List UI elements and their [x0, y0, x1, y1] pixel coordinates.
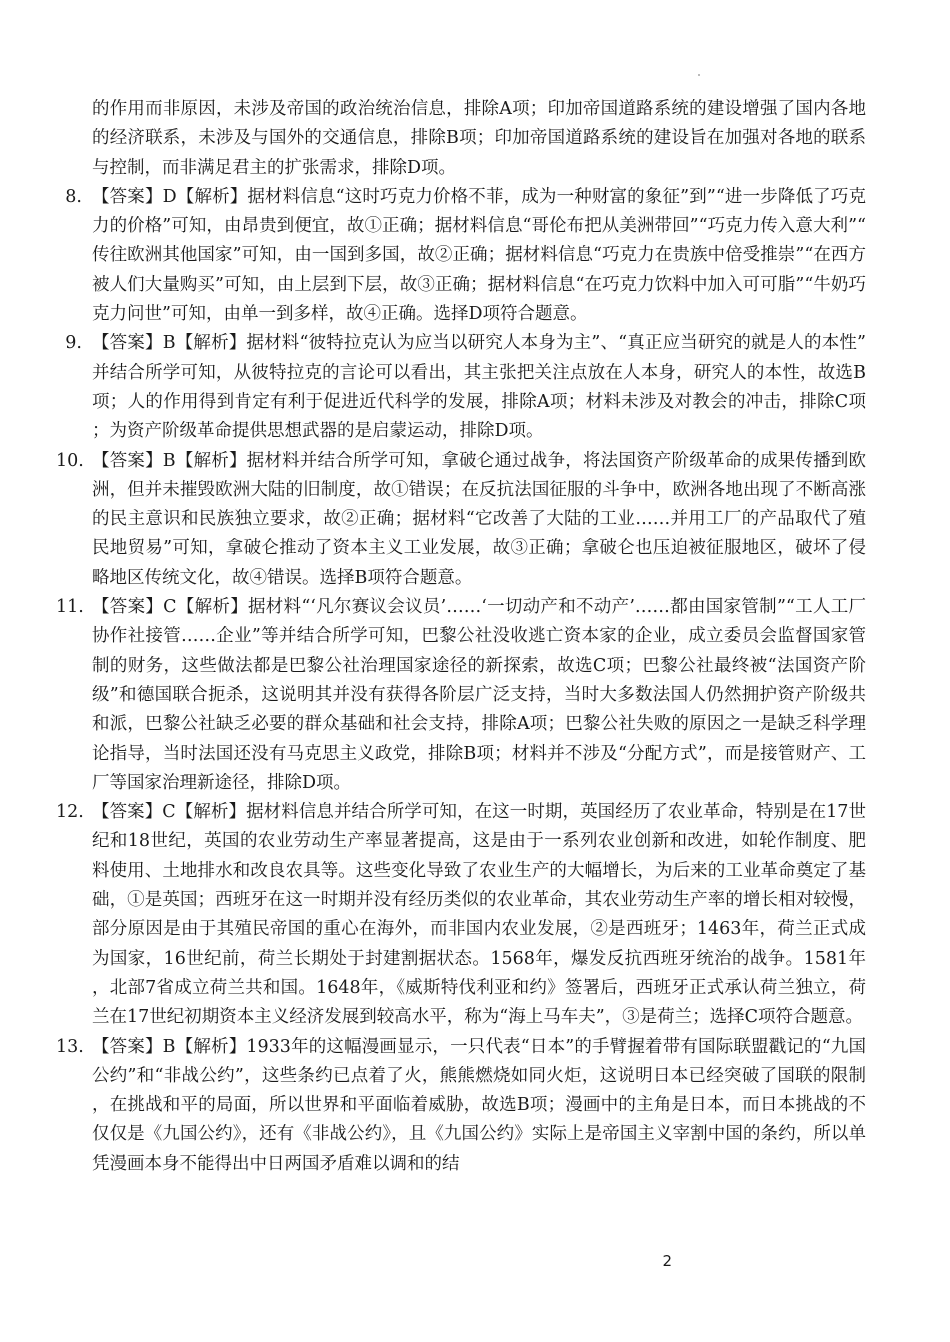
answer-item-12	[56, 798, 866, 1032]
item-text: 【答案】D【解析】据材料信息“这时巧克力价格不菲，成为一种财富的象征”到”“进一步降低了巧克力的价格”可知，由昂贵到便宜，故①正确；据材料信息“哥伦布把从美洲带回”“巧克力传入意大利”“传往欧洲其他国家”可知，由一国到多国，故②正确；据材料信息“巧克力在贵族中倍受推崇”“在西方被人们大量购买”可知，由上层到下层，故③正确；据材料信息“在巧克力饮料中加入可可脂”“牛奶巧克力问世”可知，由单一到多样，故④正确。选择D项符合题意。	[92, 186, 866, 325]
item-number: 8.	[65, 186, 82, 207]
page-number: 2	[662, 1252, 672, 1270]
item-text: 【答案】B【解析】据材料“彼特拉克认为应当以研究人本身为主”、“真正应当研究的就是人的本性”并结合所学可知，从彼特拉克的言论可以看出，其主张把关注点放在人本身，研究人的本性，故选B项；人的作用得到肯定有利于促进近代科学的发展，排除A项；材料未涉及对教会的冲击，排除C项；为资产阶级革命提供思想武器的是启蒙运动，排除D项。	[92, 333, 866, 442]
answer-item-8	[56, 183, 866, 329]
continued-paragraph: 的作用而非原因，未涉及帝国的政治统治信息，排除A项；印加帝国道路系统的建设增强了国内各地的经济联系，未涉及与国外的交通信息，排除B项；印加帝国道路系统的建设旨在加强对各地的联系与控制，而非满足君主的扩张需求，排除D项。	[92, 99, 866, 178]
item-number: 10.	[56, 450, 84, 471]
answer-item-10	[56, 447, 866, 593]
item-number: 13.	[56, 1036, 84, 1057]
item-number: 9.	[65, 333, 82, 354]
item-number: 12.	[56, 802, 84, 823]
item-number: 11.	[56, 597, 84, 618]
scan-speck	[698, 74, 700, 76]
answer-explanations	[56, 95, 866, 1179]
item-text: 【答案】B【解析】据材料并结合所学可知，拿破仑通过战争，将法国资产阶级革命的成果传播到欧洲，但并未摧毁欧洲大陆的旧制度，故①错误；在反抗法国征服的斗争中，欧洲各地出现了不断高涨的民主意识和民族独立要求，故②正确；据材料“它改善了大陆的工业……并用工厂的产品取代了殖民地贸易”可知，拿破仑推动了资本主义工业发展，故③正确；拿破仑也压迫被征服地区，破坏了侵略地区传统文化，故④错误。选择B项符合题意。	[92, 450, 866, 588]
answer-item-13	[56, 1033, 866, 1179]
answer-item-11	[56, 593, 866, 798]
answer-item-9	[56, 329, 866, 446]
item-text: 【答案】B【解析】1933年的这幅漫画显示，一只代表“日本”的手臂握着带有国际联盟戳记的“九国公约”和“非战公约”，这些条约已点着了火，熊熊燃烧如同火炬，这说明日本已经突破了国联的限制，在挑战和平的局面，所以世界和平面临着威胁，故选B项；漫画中的主角是日本，而日本挑战的不仅仅是《九国公约》，还有《非战公约》，且《九国公约》实际上是帝国主义宰割中国的条约，所以单凭漫画本身不能得出中日两国矛盾难以调和的结	[92, 1036, 866, 1174]
item-text: 【答案】C【解析】据材料信息并结合所学可知，在这一时期，英国经历了农业革命，特别是在17世纪和18世纪，英国的农业劳动生产率显著提高，这是由于一系列农业创新和改进，如轮作制度、肥料使用、土地排水和改良农具等。这些变化导致了农业生产的大幅增长，为后来的工业革命奠定了基础，①是英国；西班牙在这一时期并没有经历类似的农业革命，其农业劳动生产率的增长相对较慢，部分原因是由于其殖民帝国的重心在海外，而非国内农业发展，②是西班牙；1463年，荷兰正式成为国家，16世纪前，荷兰长期处于封建割据状态。1568年，爆发反抗西班牙统治的战争。1581年，北部7省成立荷兰共和国。1648年，《威斯特伐利亚和约》签署后，西班牙正式承认荷兰独立，荷兰在17世纪初期资本主义经济发展到较高水平，称为“海上马车夫”，③是荷兰；选择C项符合题意。	[92, 802, 866, 1028]
item-text: 【答案】C【解析】据材料“‘凡尔赛议会议员’……‘一切动产和不动产’……都由国家管制”“工人工厂协作社接管……企业”等并结合所学可知，巴黎公社没收逃亡资本家的企业，成立委员会监督国家管制的财务，这些做法都是巴黎公社治理国家途径的新探索，故选C项；巴黎公社最终被“法国资产阶级”和德国联合扼杀，这说明其并没有获得各阶层广泛支持，当时大多数法国人仍然拥护资产阶级共和派，巴黎公社缺乏必要的群众基础和社会支持，排除A项；巴黎公社失败的原因之一是缺乏科学理论指导，当时法国还没有马克思主义政党，排除B项；材料并不涉及“分配方式”，而是接管财产、工厂等国家治理新途径，排除D项。	[92, 597, 866, 793]
